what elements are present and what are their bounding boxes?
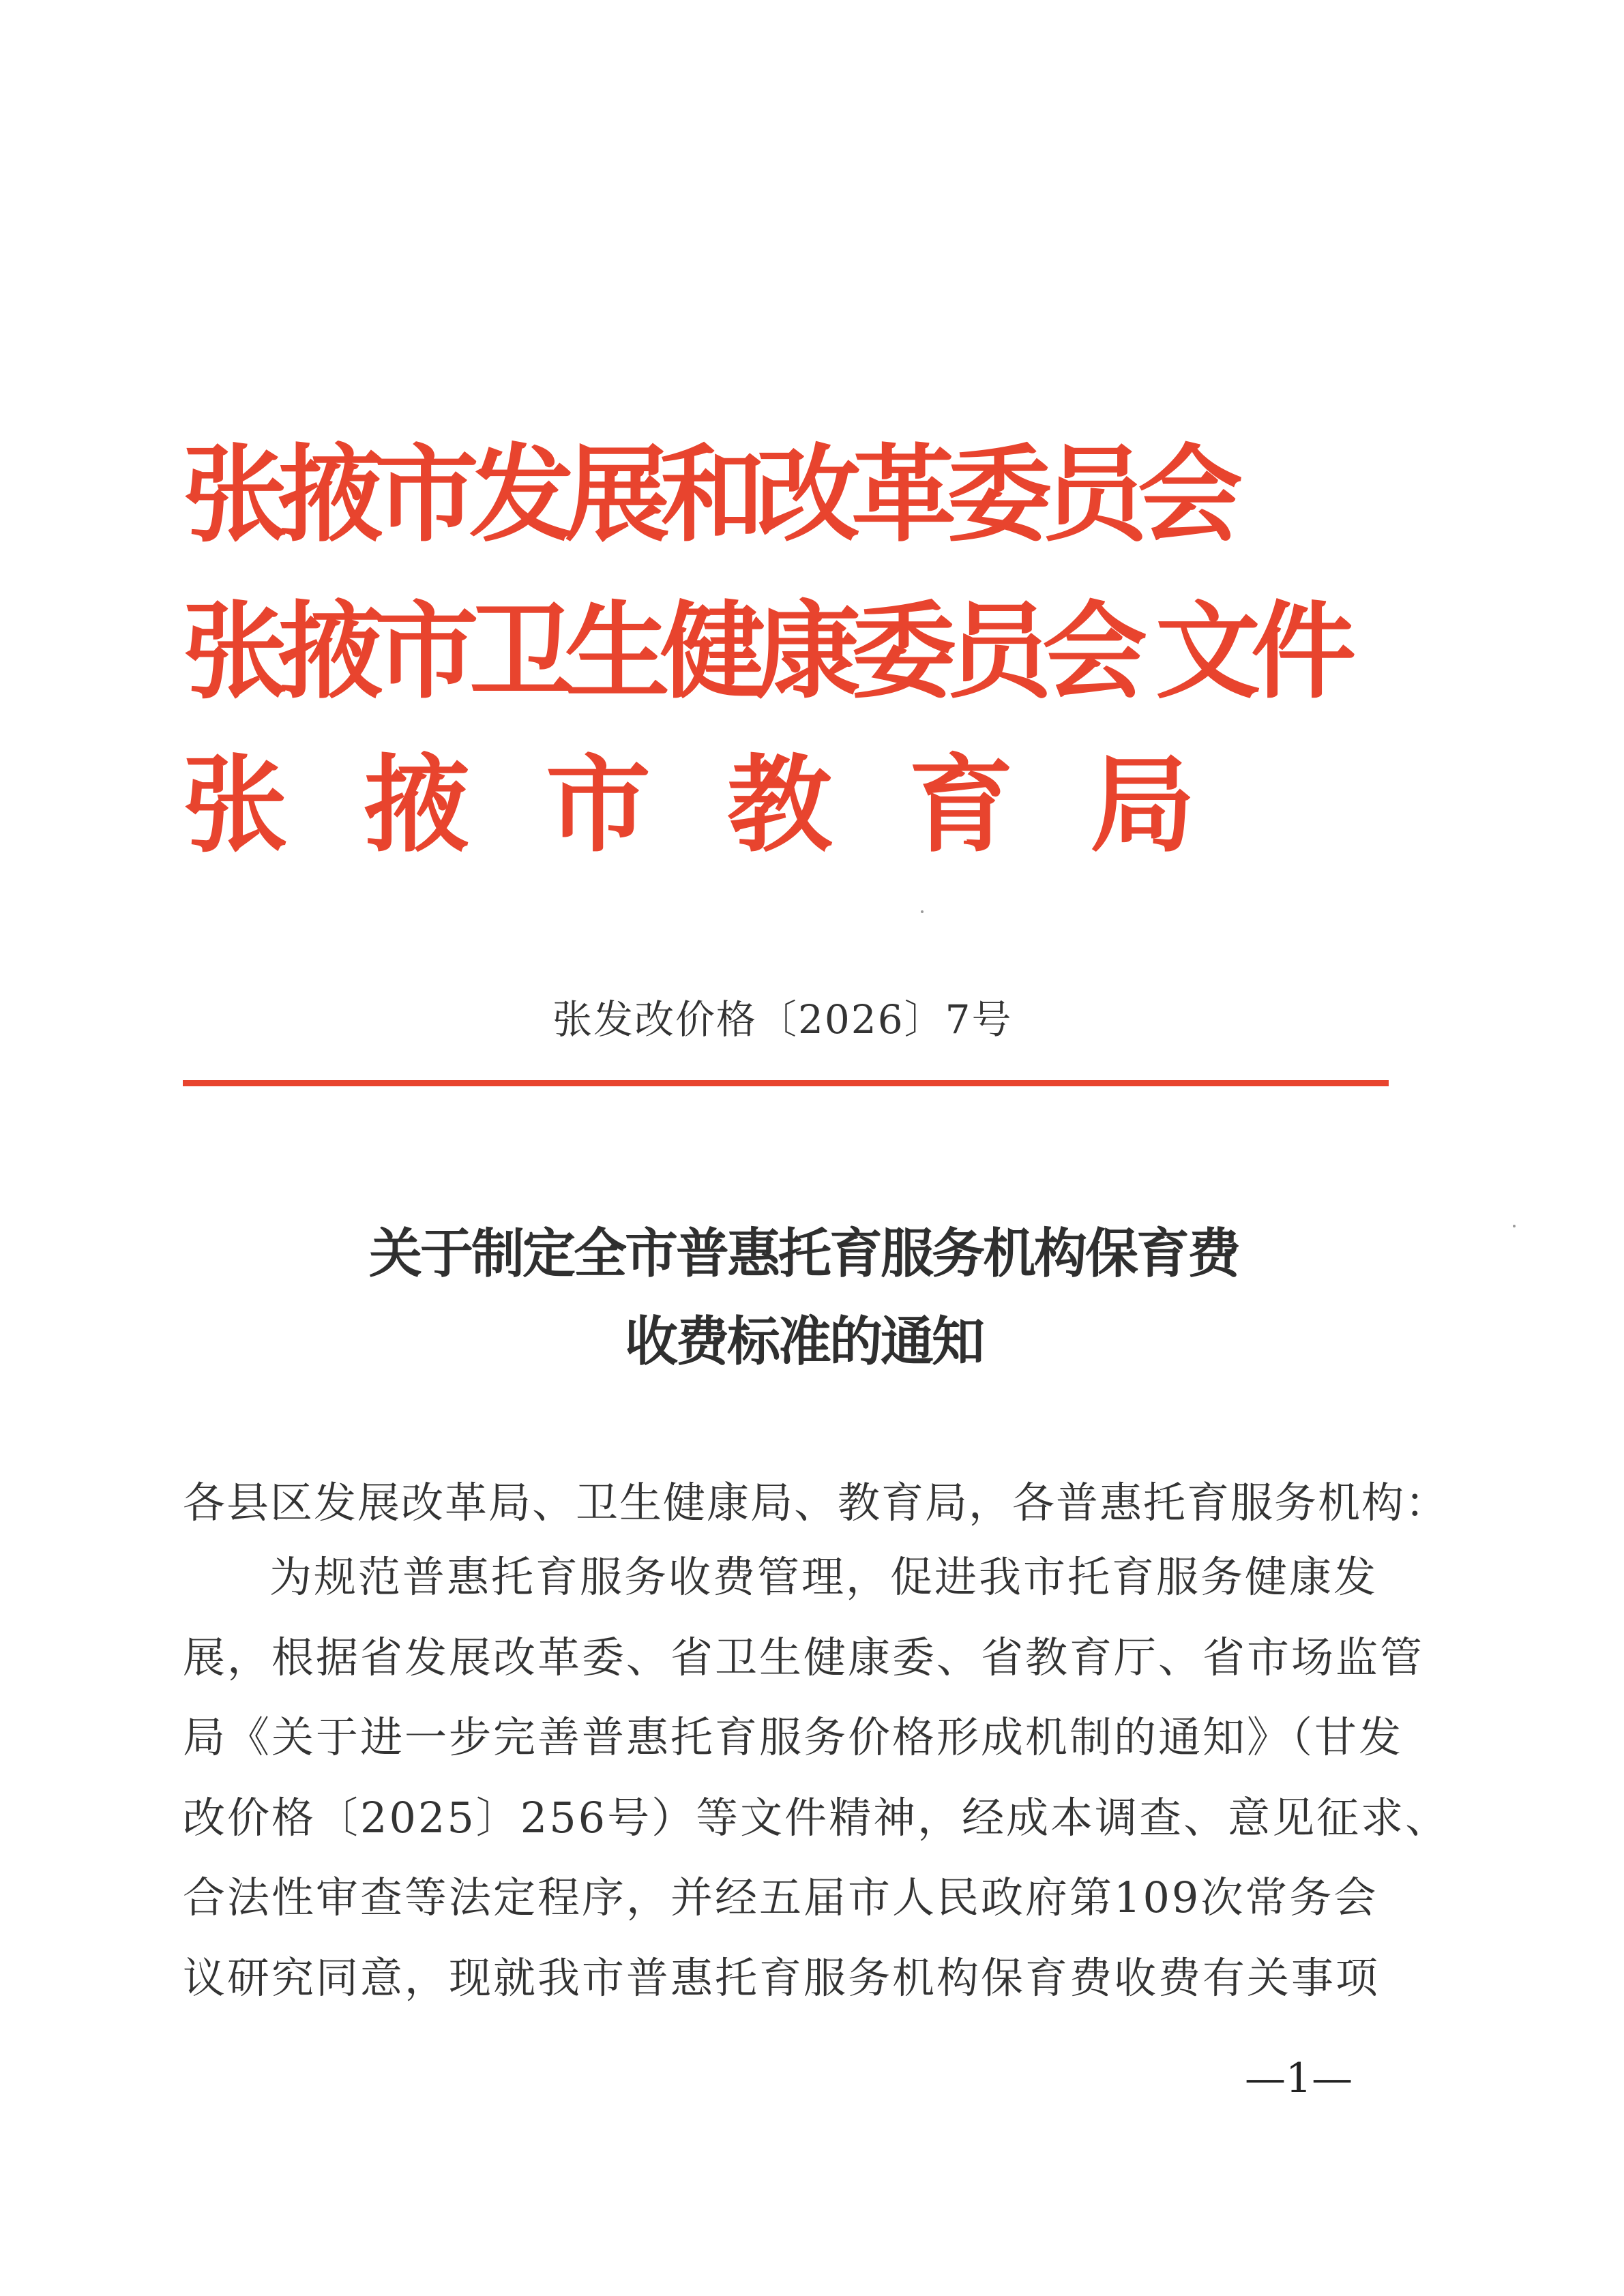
body-paragraph-line: 合法性审查等法定程序，并经五届市人民政府第109次常务会 — [183, 1873, 1378, 1922]
salutation: 各县区发展改革局、卫生健康局、教育局，各普惠托育服务机构： — [183, 1478, 1449, 1527]
body-paragraph-line: 议研究同意，现就我市普惠托育服务机构保育费收费有关事项 — [183, 1953, 1381, 2003]
issuer-line-health-commission — [183, 591, 1347, 713]
document-number: 张发改价格〔2026〕7号 — [552, 996, 1013, 1043]
body-paragraph-line: 局《关于进一步完善普惠托育服务价格形成机制的通知》（甘发 — [183, 1712, 1404, 1762]
issuer-line-education-bureau — [183, 745, 1196, 867]
issuer-line-3-char: 育 — [909, 745, 1014, 867]
body-paragraph-line: 展，根据省发展改革委、省卫生健康委、省教育厅、省市场监管 — [183, 1632, 1425, 1682]
document-title-line-1: 关于制定全市普惠托育服务机构保育费 — [368, 1223, 1239, 1285]
issuer-line-2-text: 张掖市卫生健康委员会 — [183, 591, 1138, 713]
body-paragraph-line: 为规范普惠托育服务收费管理，促进我市托育服务健康发 — [269, 1552, 1378, 1602]
scan-speck — [1513, 1225, 1516, 1227]
red-separator-line — [183, 1080, 1389, 1086]
document-type-label: 文件 — [1155, 591, 1347, 713]
page-number: —1— — [1245, 2055, 1353, 2102]
issuer-line-3-char: 局 — [1090, 745, 1196, 867]
issuer-line-3-char: 市 — [546, 745, 651, 867]
issuer-line-3-char: 掖 — [364, 745, 470, 867]
issuer-line-3-char: 张 — [183, 745, 289, 867]
scan-speck — [921, 910, 924, 913]
issuer-line-development-reform-commission — [183, 434, 1234, 556]
body-paragraph-line: 改价格〔2025〕256号）等文件精神，经成本调查、意见征求、 — [183, 1793, 1450, 1843]
issuer-line-3-char: 教 — [727, 745, 833, 867]
document-title-line-2: 收费标准的通知 — [624, 1311, 983, 1373]
issuer-line-1-text: 张掖市发展和改革委员会 — [183, 434, 1234, 556]
